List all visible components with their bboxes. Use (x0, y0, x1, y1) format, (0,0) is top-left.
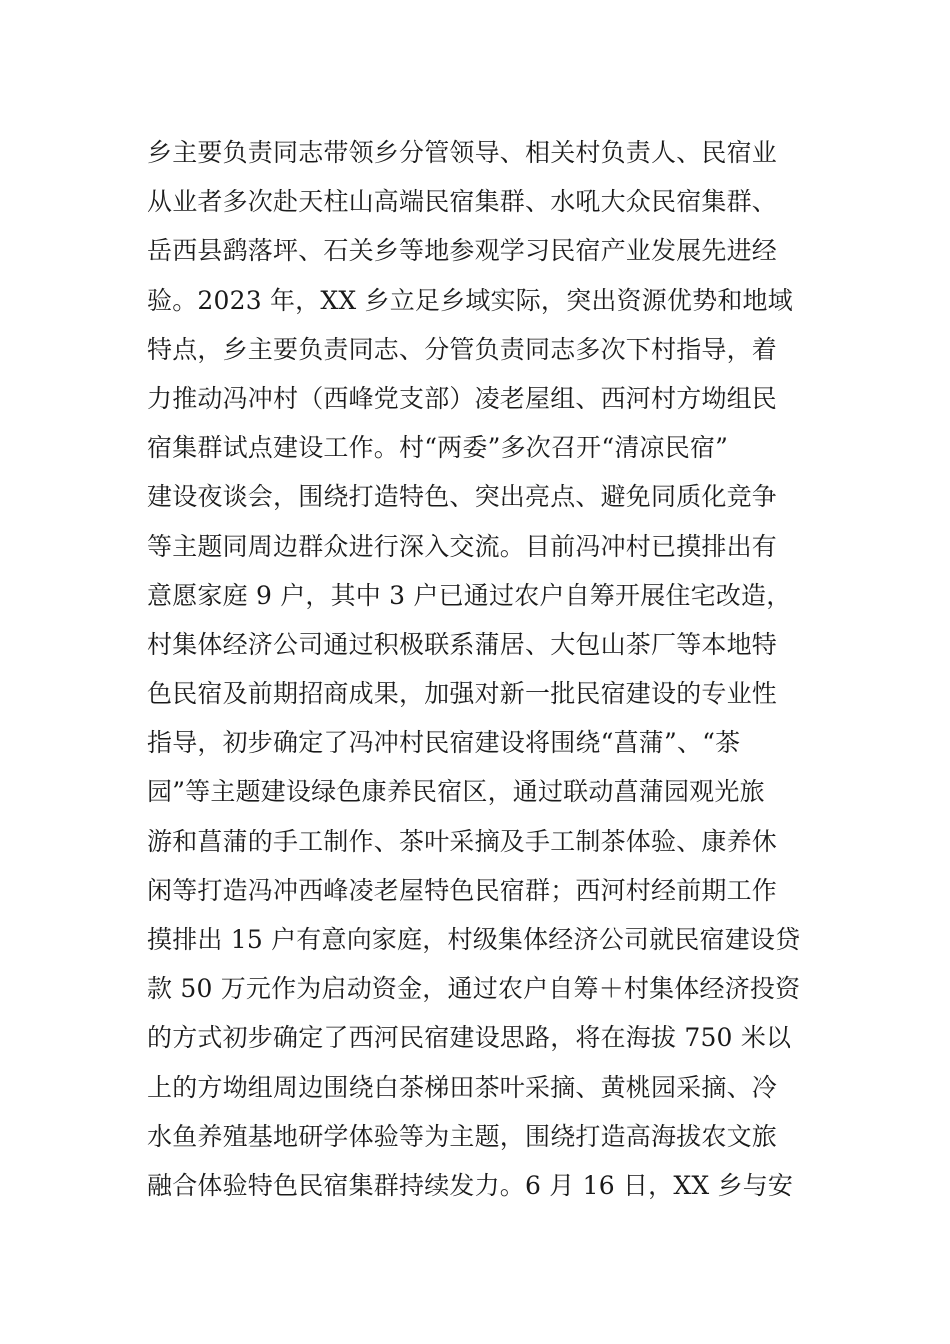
text-line-12: 色民宿及前期招商成果，加强对新一批民宿建设的专业性 (147, 679, 778, 709)
text-line-9: 等主题同周边群众进行深入交流。目前冯冲村已摸排出有 (147, 531, 778, 561)
text-line-13: 指导，初步确定了冯冲村民宿建设将围绕“菖蒲”、“茶 (147, 728, 741, 758)
text-line-2: 从业者多次赴天柱山高端民宿集群、水吼大众民宿集群、 (147, 187, 778, 217)
text-line-22: 融合体验特色民宿集群持续发力。6 月 16 日，XX 乡与安 (147, 1170, 794, 1200)
text-line-15: 游和菖蒲的手工制作、茶叶采摘及手工制茶体验、康养休 (147, 826, 778, 856)
text-line-1: 乡主要负责同志带领乡分管领导、相关村负责人、民宿业 (147, 138, 778, 167)
text-line-7: 宿集群试点建设工作。村“两委”多次召开“清凉民宿” (147, 433, 729, 463)
text-line-5: 特点，乡主要负责同志、分管负责同志多次下村指导，着 (147, 334, 778, 364)
text-line-16: 闲等打造冯冲西峰凌老屋特色民宿群；西河村经前期工作 (147, 875, 778, 905)
text-line-6: 力推动冯冲村（西峰党支部）凌老屋组、西河村方坳组民 (147, 383, 778, 413)
text-line-21: 水鱼养殖基地研学体验等为主题，围绕打造高海拔农文旅 (147, 1121, 778, 1151)
text-line-17: 摸排出 15 户有意向家庭，村级集体经济公司就民宿建设贷 (147, 925, 801, 954)
text-line-8: 建设夜谈会，围绕打造特色、突出亮点、避免同质化竞争 (147, 482, 778, 512)
text-line-14: 园”等主题建设绿色康养民宿区，通过联动菖蒲园观光旅 (147, 777, 765, 807)
text-line-19: 的方式初步确定了西河民宿建设思路，将在海拔 750 米以 (147, 1023, 792, 1053)
text-line-11: 村集体经济公司通过积极联系蒲居、大包山茶厂等本地特 (147, 629, 778, 659)
text-line-10: 意愿家庭 9 户，其中 3 户已通过农户自筹开展住宅改造， (147, 580, 792, 610)
body-paragraph (147, 128, 817, 1210)
text-line-4: 验。2023 年，XX 乡立足乡域实际，突出资源优势和地域 (147, 285, 793, 315)
text-line-3: 岳西县鹞落坪、石关乡等地参观学习民宿产业发展先进经 (147, 236, 778, 266)
text-line-18: 款 50 万元作为启动资金，通过农户自筹＋村集体经济投资 (147, 974, 801, 1004)
text-line-20: 上的方坳组周边围绕白茶梯田茶叶采摘、黄桃园采摘、冷 (147, 1072, 778, 1102)
